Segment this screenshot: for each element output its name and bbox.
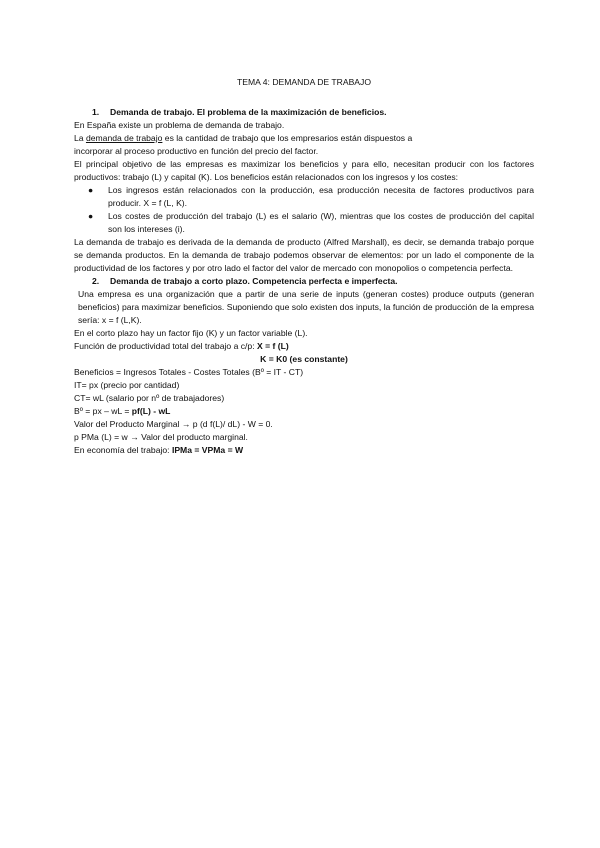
- paragraph-8: [74, 353, 534, 366]
- section-1-heading: [74, 106, 534, 119]
- paragraph-5: Una empresa es una organización que a partir de una serie de inputs (generan costes) produce outputs (generan beneficios) para maximizar beneficios. Suponiendo que solo existen dos inputs, la función de producción de la empresa sería: x = f (L,K).: [78, 289, 534, 325]
- paragraph-10: IT= px (precio por cantidad): [74, 380, 180, 390]
- paragraph-2-prefix: La: [74, 133, 86, 143]
- paragraph-1: En España existe un problema de demanda de trabajo.: [74, 120, 285, 130]
- paragraph-4: La demanda de trabajo es derivada de la demanda de producto (Alfred Marshall), es decir, se demanda trabajo porque se demanda productos. En la demanda de trabajo podemos observar de elementos: por un lado el componente de la productividad de los factores y por otro lado el factor del valor de mercado con monopolios o competencia perfecta.: [74, 237, 534, 273]
- section-2-heading: [74, 275, 534, 288]
- paragraph-12-formula: pf(L) - wL: [131, 406, 171, 416]
- paragraph-6: En el corto plazo hay un factor fijo (K) y un factor variable (L).: [74, 328, 308, 338]
- paragraph-3: El principal objetivo de las empresas es maximizar los beneficios y para ello, necesitan producir con los factores productivos: trabajo (L) y capital (K). Los beneficios están relacionados con los ingresos y los costes:: [74, 159, 534, 182]
- paragraph-9: Beneficios = Ingresos Totales - Costes Totales (Bº = IT - CT): [74, 367, 304, 377]
- bullet-icon: ●: [88, 185, 94, 195]
- paragraph-2-underlined-term: demanda de trabajo: [85, 133, 163, 143]
- document-body: [74, 76, 534, 457]
- paragraph-8-tail: (es constante): [287, 354, 348, 364]
- bullet-text: Los costes de producción del trabajo (L) es el salario (W), mientras que los costes de producción del capital son los intereses (i).: [108, 211, 534, 234]
- paragraph-2-suffix: es la cantidad de trabajo que los empresarios están dispuestos a: [162, 133, 413, 143]
- paragraph-12: [74, 405, 534, 418]
- section-2-title: Demanda de trabajo a corto plazo. Competencia perfecta e imperfecta.: [110, 276, 398, 286]
- section-2-number: 2.: [92, 276, 100, 286]
- paragraph-15-formula: IPMa = VPMa = W: [171, 445, 244, 455]
- bullet-item: [74, 210, 534, 236]
- paragraph-7-text: Función de productividad total del trabajo a c/p:: [74, 341, 257, 351]
- paragraph-14: p PMa (L) = w → Valor del producto marginal.: [74, 432, 248, 442]
- paragraph-12-text: Bº = px – wL =: [74, 406, 132, 416]
- paragraph-7: [74, 340, 534, 353]
- paragraph-2-line2: incorporar al proceso productivo en función del precio del factor.: [74, 146, 319, 156]
- section-1-number: 1.: [92, 107, 100, 117]
- section-1-title: Demanda de trabajo. El problema de la maximización de beneficios.: [110, 107, 387, 117]
- paragraph-8-formula: K = K0: [260, 354, 288, 364]
- bullet-item: [74, 184, 534, 210]
- paragraph-13: Valor del Producto Marginal → p (d f(L)/ dL) - W = 0.: [74, 419, 273, 429]
- bullet-text: Los ingresos están relacionados con la producción, esa producción necesita de factores productivos para producir. X = f (L, K).: [108, 185, 534, 208]
- paragraph-15: [74, 444, 534, 457]
- paragraph-7-formula: X = f (L): [256, 341, 289, 351]
- document-title: TEMA 4: DEMANDA DE TRABAJO: [236, 77, 372, 87]
- paragraph-15-text: En economía del trabajo:: [74, 445, 172, 455]
- bullet-list: [74, 184, 534, 236]
- paragraph-2: [74, 132, 534, 158]
- bullet-icon: ●: [88, 211, 94, 221]
- paragraph-11: CT= wL (salario por nº de trabajadores): [74, 393, 225, 403]
